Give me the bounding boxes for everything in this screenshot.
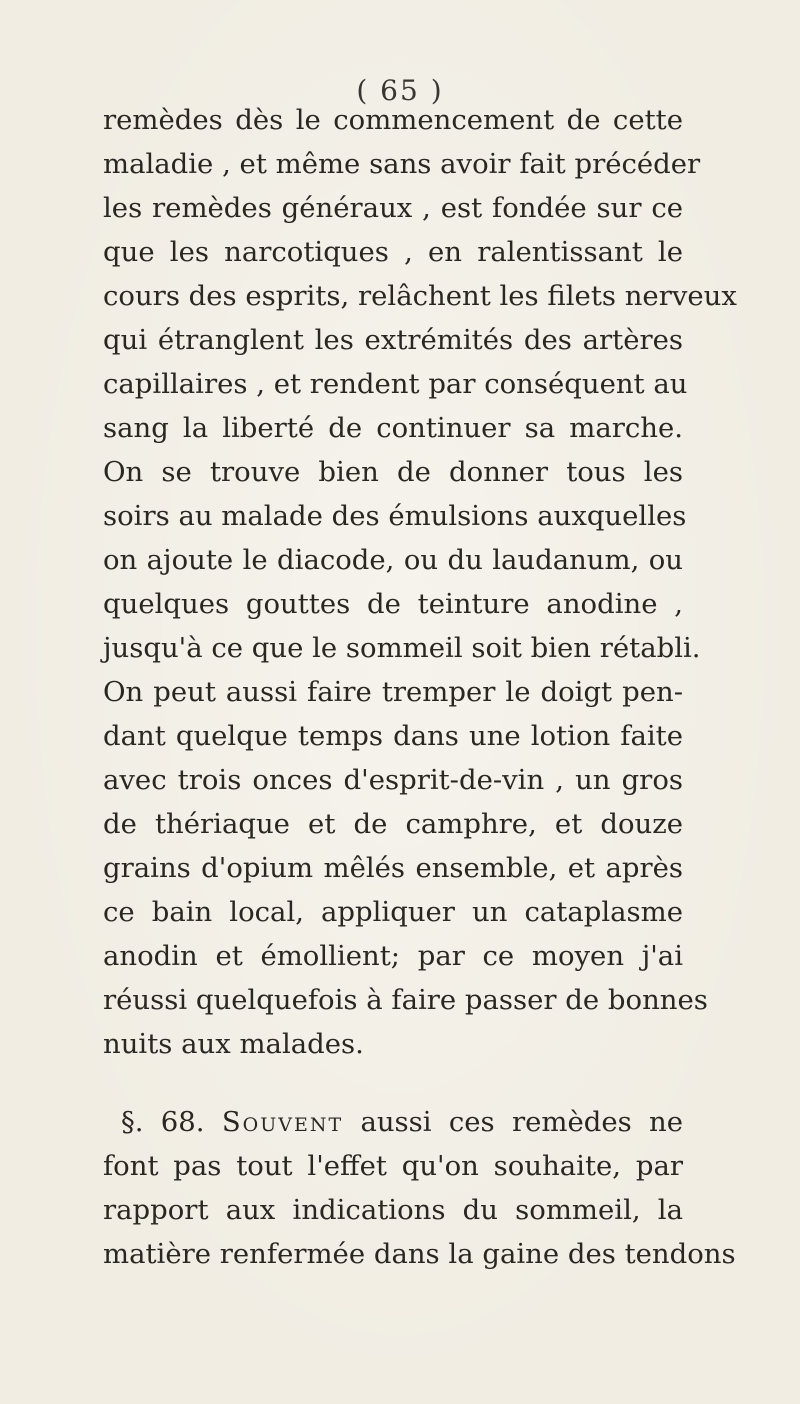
text-line: capillaires , et rendent par conséquent au — [103, 368, 688, 400]
text-line: que les narcotiques , en ralentissant le — [103, 236, 683, 268]
text-line: cours des esprits, relâchent les filets nerveux — [103, 280, 737, 312]
text-line: on ajoute le diacode, ou du laudanum, ou — [103, 544, 683, 576]
text-line: matière renfermée dans la gaine des tendons — [103, 1238, 736, 1270]
page-number: ( 65 ) — [356, 74, 444, 107]
text-line: jusqu'à ce que le sommeil soit bien rétabli. — [103, 632, 701, 664]
text-line: réussi quelquefois à faire passer de bonnes — [103, 984, 708, 1016]
text-line-last: nuits aux malades. — [103, 1028, 364, 1060]
text-line: qui étranglent les extrémités des artères — [103, 324, 683, 356]
text-line: avec trois onces d'esprit-de-vin , un gros — [103, 764, 683, 796]
section-number: §. 68. — [121, 1106, 205, 1138]
text-line: sang la liberté de continuer sa marche. — [103, 412, 683, 444]
section-first-line — [121, 1100, 683, 1144]
text-line: rapport aux indications du sommeil, la — [103, 1194, 683, 1226]
text-line: remèdes dès le commencement de cette — [103, 104, 683, 136]
section-lead-word: Souvent — [221, 1106, 344, 1138]
text-line: On se trouve bien de donner tous les — [103, 456, 683, 488]
text-line: On peut aussi faire tremper le doigt pen- — [103, 676, 683, 708]
text-line: font pas tout l'effet qu'on souhaite, par — [103, 1150, 683, 1182]
text-line: ce bain local, appliquer un cataplasme — [103, 896, 683, 928]
text-line: maladie , et même sans avoir fait précéder — [103, 148, 701, 180]
text-line: quelques gouttes de teinture anodine , — [103, 588, 683, 620]
text-line: les remèdes généraux , est fondée sur ce — [103, 192, 683, 224]
text-line: grains d'opium mêlés ensemble, et après — [103, 852, 683, 884]
section-first-line-text: aussi ces remèdes ne — [360, 1106, 683, 1138]
text-line: soirs au malade des émulsions auxquelles — [103, 500, 687, 532]
text-line: anodin et émollient; par ce moyen j'ai — [103, 940, 683, 972]
text-line: dant quelque temps dans une lotion faite — [103, 720, 683, 752]
text-line: de thériaque et de camphre, et douze — [103, 808, 683, 840]
